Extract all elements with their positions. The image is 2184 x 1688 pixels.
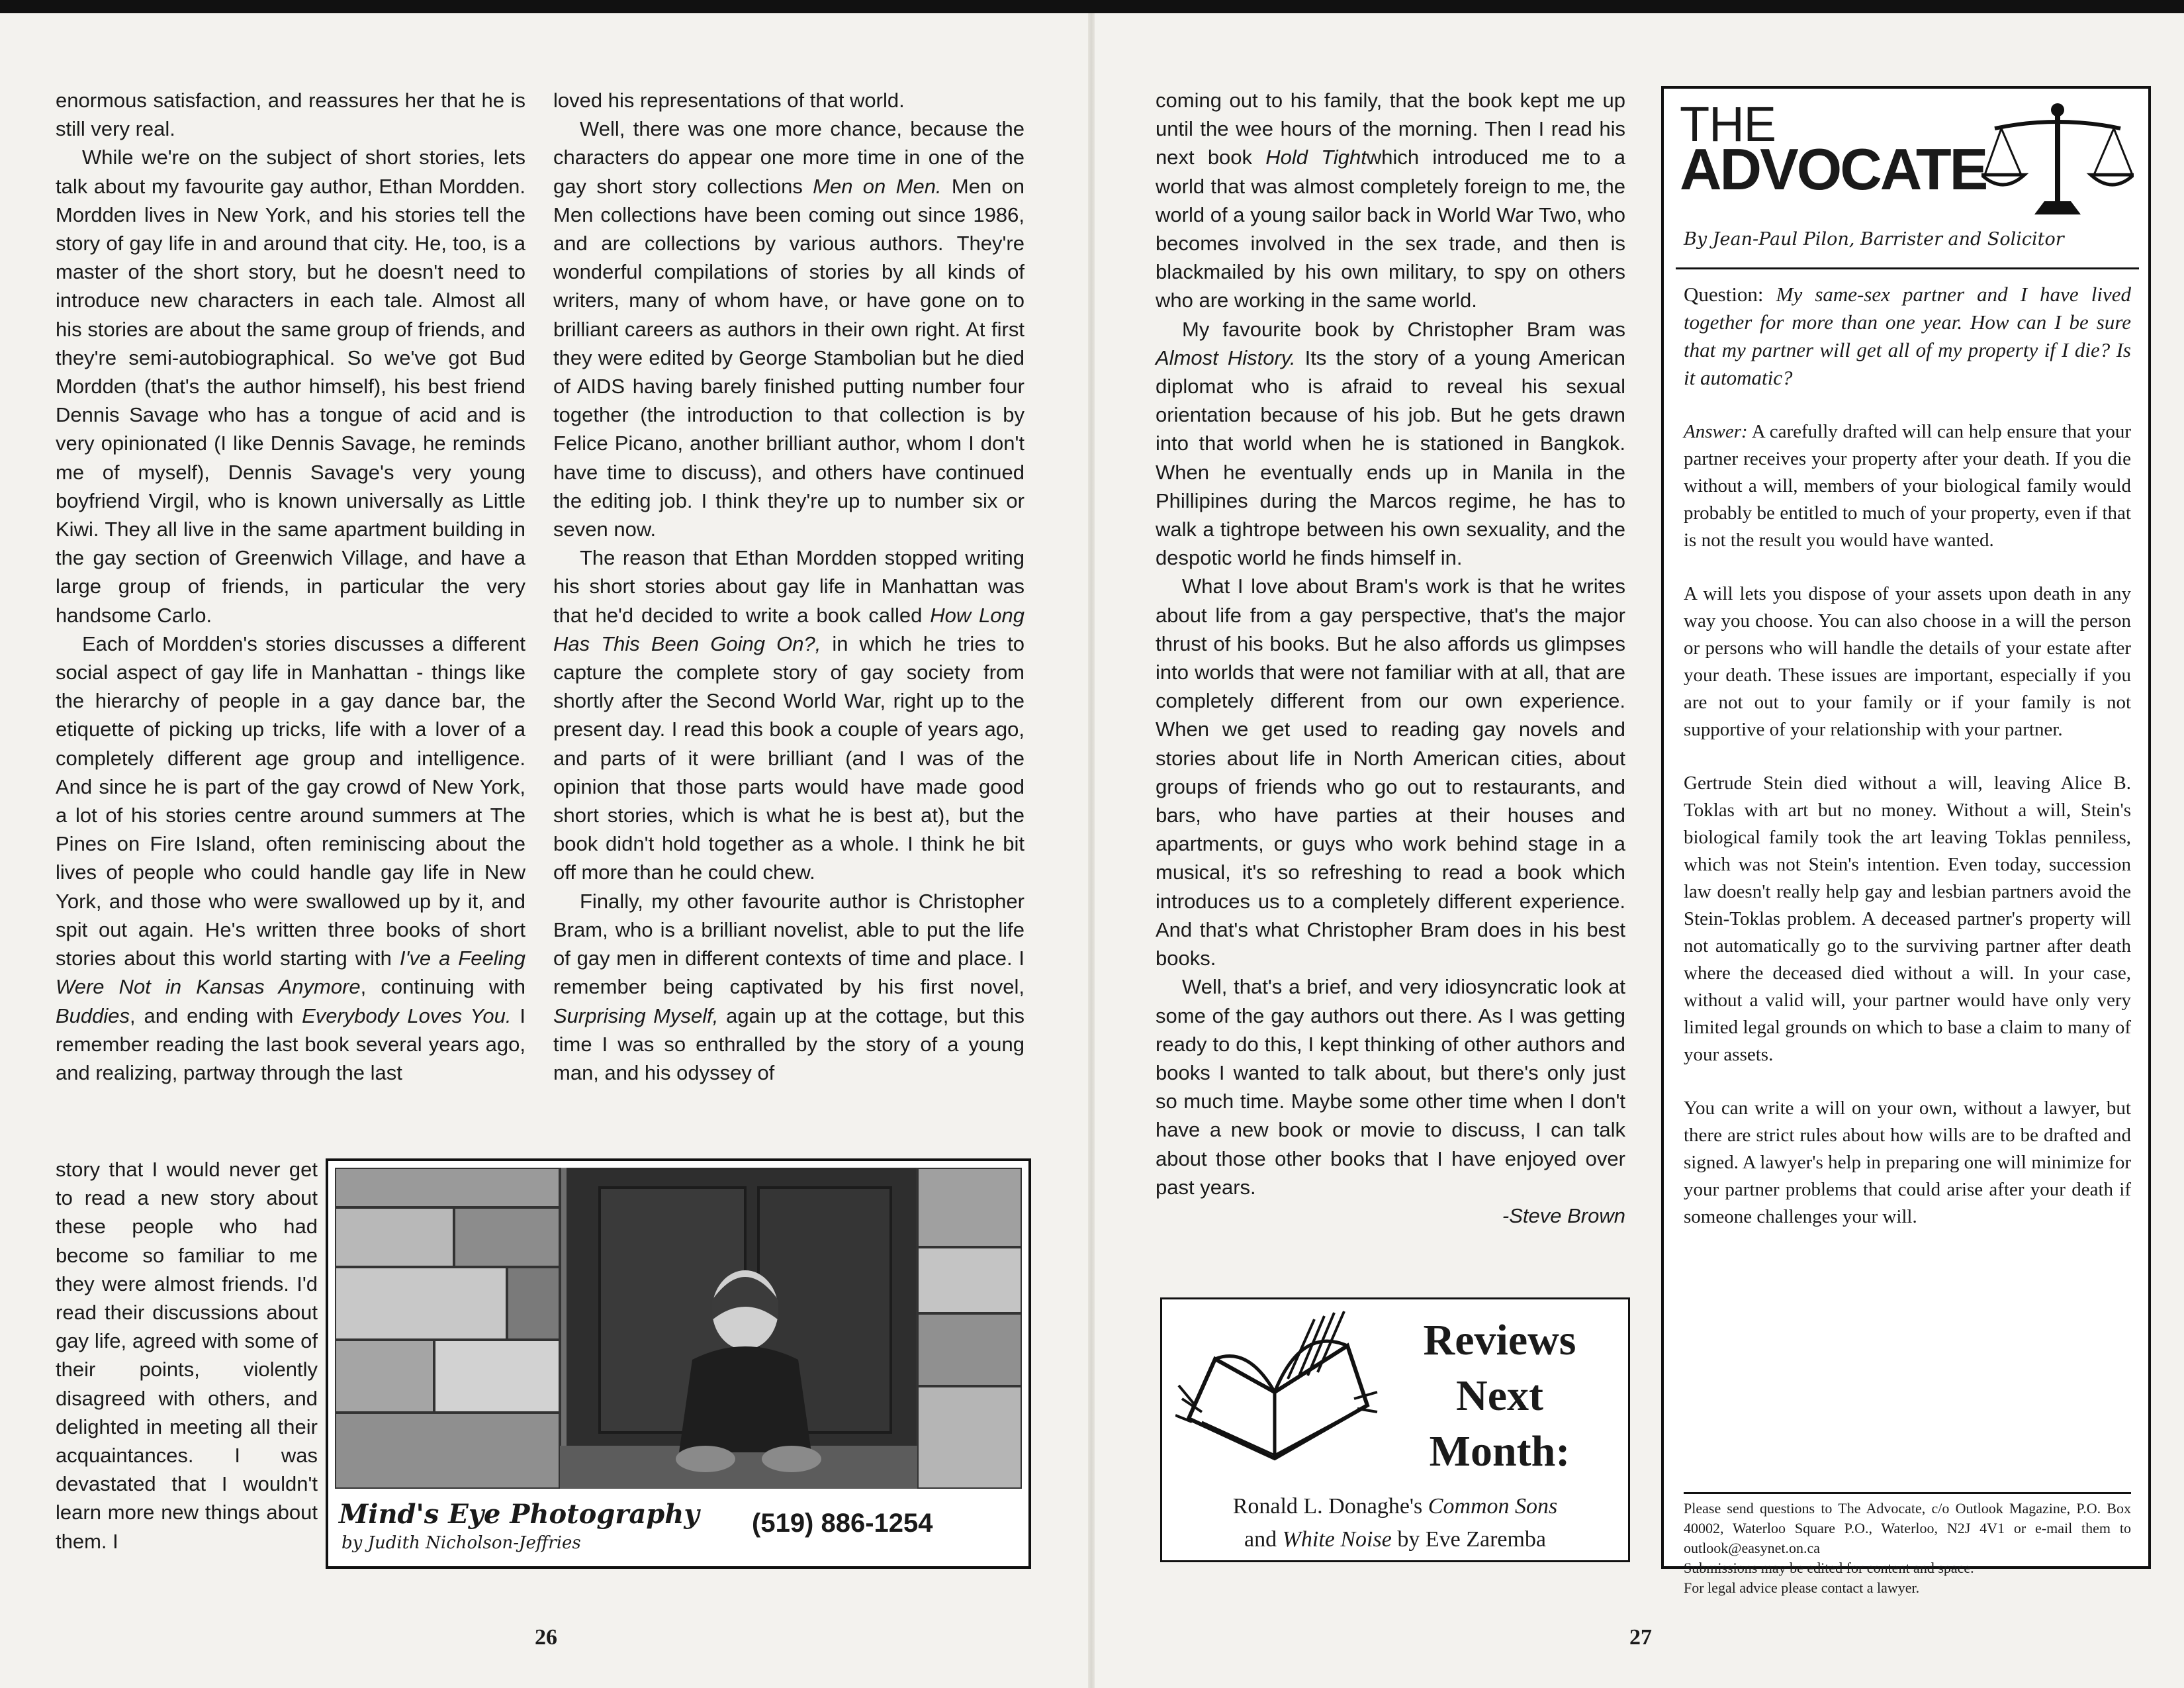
scan-top-border [0, 0, 2184, 13]
advocate-masthead: THE ADVOCATE [1680, 97, 1987, 202]
paragraph: Gertrude Stein died without a will, leaving Alice B. Toklas with art but no money. Without a will, Stein's biological family took the art leaving Toklas penniless, which was not Stein's intention. Even today, succession law doesn't really help gay and lesbian partners avoid the Stein-Toklas problem. A deceased partner's property will not automatically go to the surviving partner after death where the deceased died without a will. In your case, without a valid will, your partner would have only very limited legal grounds on which to base a claim to many of your assets. [1684, 773, 2131, 1065]
book-title: Hold Tight [1265, 146, 1367, 169]
reviews-next-month-box [1160, 1297, 1630, 1562]
paragraph: The reason that Ethan Mordden stopped writing his short stories about gay life in Manhattan was that he'd decided to write a book called How Long Has This Been Going On?, in which he tries to capture the complete story of gay society from shortly after the Second World War, right up to the present day. I read this book a couple of years ago, and parts of it were brilliant (and I was of the opinion that those parts would have made good short stories, which is what he is best at), but the book didn't hold together as a whole. I think he bit off more than he could chew. [553, 546, 1024, 884]
advocate-byline: By Jean-Paul Pilon, Barrister and Solicitor [1684, 229, 2064, 250]
book-title: Buddies [56, 1004, 130, 1027]
page-spine [1088, 13, 1095, 1688]
the-advocate-column [1661, 86, 2151, 1596]
book-title: I've a Feeling Were Not in Kansas Anymore [56, 947, 525, 999]
paragraph: You can write a will on your own, without a lawyer, but there are strict rules about how wills are to be drafted and signed. A lawyer's help in preparing one will minimize for your partner problems that could arise after your death if someone challenges your will. [1684, 1098, 2131, 1227]
book-title: Everybody Loves You. [302, 1004, 512, 1027]
page-number-left: 26 [535, 1625, 557, 1650]
left-column-1-continued [56, 1155, 318, 1592]
paragraph: coming out to his family, that the book kept me up until the wee hours of the morning. Then I read his next book Hold Tightwhich introduced me to a world that was almost completely foreign to me, the world of a young sailor back in World War Two, who becomes involved in the sex trade, and then is blackmailed by his own military, to spy on others who are working in the same world. [1156, 89, 1626, 312]
ad-brand-name: Mind's Eye Photography [339, 1499, 700, 1530]
advocate-body [1684, 281, 2131, 1257]
reviews-heading: Reviews Next Month: [1423, 1316, 1576, 1476]
paragraph: Finally, my other favourite author is Christopher Bram, who is a brilliant novelist, able to put the life of gay men in different contexts of time and place. I remember being captivated by his first novel, Surprising Myself, again up at the cottage, but this time I was so enthralled by the story of a young man, and his odyssey of [553, 889, 1024, 1084]
answer-paragraph: Answer: A carefully drafted will can help ensure that your partner receives your property after your death. If you die without a will, members of your biological family would probably be entitled to much of your property, even if that is not the result you would have wanted. [1684, 421, 2131, 551]
paragraph: story that I would never get to read a new story about these people who had become so familiar to me they were almost friends. I'd read their discussions about gay life, agreed with some of their points, violently disagreed with others, and delighted in meeting all their acquaintances. I was devastated that I wouldn't learn more new things about them. I [56, 1158, 318, 1553]
book-title: Almost History. [1156, 346, 1296, 369]
child-on-doorstep-photo [335, 1168, 1022, 1489]
author-signature: -Steve Brown [1502, 1203, 1625, 1227]
photo-illustration [335, 1168, 1022, 1489]
reviews-upcoming-titles: Ronald L. Donaghe's Common Sons and White Noise by Eve Zaremba [1232, 1494, 1558, 1552]
divider [1676, 267, 2139, 269]
book-title: Surprising Myself, [553, 1004, 719, 1027]
advocate-footnote: Please send questions to The Advocate, c/o Outlook Magazine, P.O. Box 40002, Waterloo Square P.O., Waterloo, N2J 4V1 or e-mail them to outlook@easynet.on.ca Submissions may be edited for content and space. For legal advice please contact a lawyer. [1684, 1500, 2131, 1596]
photography-ad [326, 1158, 1031, 1569]
page-number-right: 27 [1629, 1625, 1652, 1650]
paragraph: Each of Mordden's stories discusses a different social aspect of gay life in Manhattan - things like the hierarchy of people in a gay dance bar, the etiquette of picking up tricks, life with a lover of a completely different age group and intelligence. And since he is part of the gay crowd of New York, a lot of his stories centre around summers at The Pines on Fire Island, often reminiscing about the lives of people who could handle gay life in New York, and those who were swallowed up by it, and spit out again. He's written three books of short stories about this world starting with I've a Feeling Were Not in Kansas Anymore, continuing with Buddies, and ending with Everybody Loves You. I remember reading the last book several years ago, and realizing, partway through the last [56, 632, 525, 1084]
paragraph: My favourite book by Christopher Bram was Almost History. Its the story of a young American diplomat who is afraid to reveal his sexual orientation because of his job. But he gets drawn into that world when he is stationed in Bangkok. When he eventually ends up in Manila in the Phillipines during the Marcos regime, he has to walk a tightrope between his own sexuality, and the despotic world he finds himself in. [1156, 317, 1625, 570]
paragraph: loved his representations of that world. [553, 89, 905, 112]
paragraph: Well, that's a brief, and very idiosyncratic look at some of the gay authors out there. As I was getting ready to do this, I kept thinking of other authors and books I wanted to talk about, but there's only just so much time. Maybe some other time when I don't have a new book or movie to discuss, I can talk about those other books that I have enjoyed over past years. [1156, 975, 1625, 1199]
divider [1684, 1492, 2131, 1494]
open-book-icon [1175, 1306, 1381, 1478]
left-column-1 [56, 86, 525, 1158]
right-column-1 [1156, 86, 1625, 1278]
ad-phone-number: (519) 886-1254 [752, 1509, 933, 1538]
book-title: Men on Men. [813, 174, 942, 198]
paragraph: A will lets you dispose of your assets upon death in any way you choose. You can also choose in a will the person or persons who will handle the details of your estate after your death. These issues are important, especially if you are not out to your family or if your family is not supportive of your relationship with your partner. [1684, 583, 2131, 740]
paragraph: What I love about Bram's work is that he writes about life from a gay perspective, that's the major thrust of his books. But he also affords us glimpses into worlds that were not familiar with at all, that are completely different from our own experience. When we get used to reading gay novels and stories about life in North American cities, about groups of friends who go out to restaurants, and bars, who have parties at their houses and apartments, or guys who work behind stage in a musical, it's so refreshing to read a book which introduces us to a completely different experience. And that's what Christopher Bram does in his best books. [1156, 575, 1625, 970]
book-title: How Long Has This Been Going On?, [553, 603, 1024, 655]
paragraph: While we're on the subject of short stories, lets talk about my favourite gay author, Ethan Mordden. Mordden lives in New York, and his stories tell the story of gay life in and around that city. He, too, is a master of the short story, but he doesn't need to introduce new characters in each tale. Almost all his stories are about the same group of friends, and they're semi-autobiographical. So we've got Bud Mordden (that's the author himself), his best friend Dennis Savage who has a tongue of acid and is very opinionated (I like Dennis Savage, he reminds me of myself), Dennis Savage's very young boyfriend Virgil, who is known universally as Little Kiwi. They all live in the same apartment building in the gay section of Greenwich Village, and have a large group of friends, in particular the very handsome Carlo. [56, 146, 525, 627]
scales-of-justice-icon [1981, 102, 2134, 221]
question-paragraph: Question: My same-sex partner and I have lived together for more than one year. How can I be sure that my partner will get all of my property if I die? Is it automatic? [1684, 283, 2131, 389]
left-column-2 [553, 86, 1024, 1145]
paragraph: enormous satisfaction, and reassures her that he is still very real. [56, 89, 525, 141]
paragraph: Well, there was one more chance, because the characters do appear one more time in one of the gay short story collections Men on Men. Men on Men collections have been coming out since 1986, and are collections by various authors. They're wonderful compilations of stories by all kinds of writers, many of whom have, or have gone on to brilliant careers as authors in their own right. At first they were edited by George Stambolian but he died of AIDS having barely finished putting number four together (the introduction to that collection is by Felice Picano, another brilliant author, whom I don't have time to discuss), and others have continued the editing job. I think they're up to number six or seven now. [553, 117, 1024, 541]
ad-photographer: by Judith Nicholson-Jeffries [341, 1533, 581, 1553]
